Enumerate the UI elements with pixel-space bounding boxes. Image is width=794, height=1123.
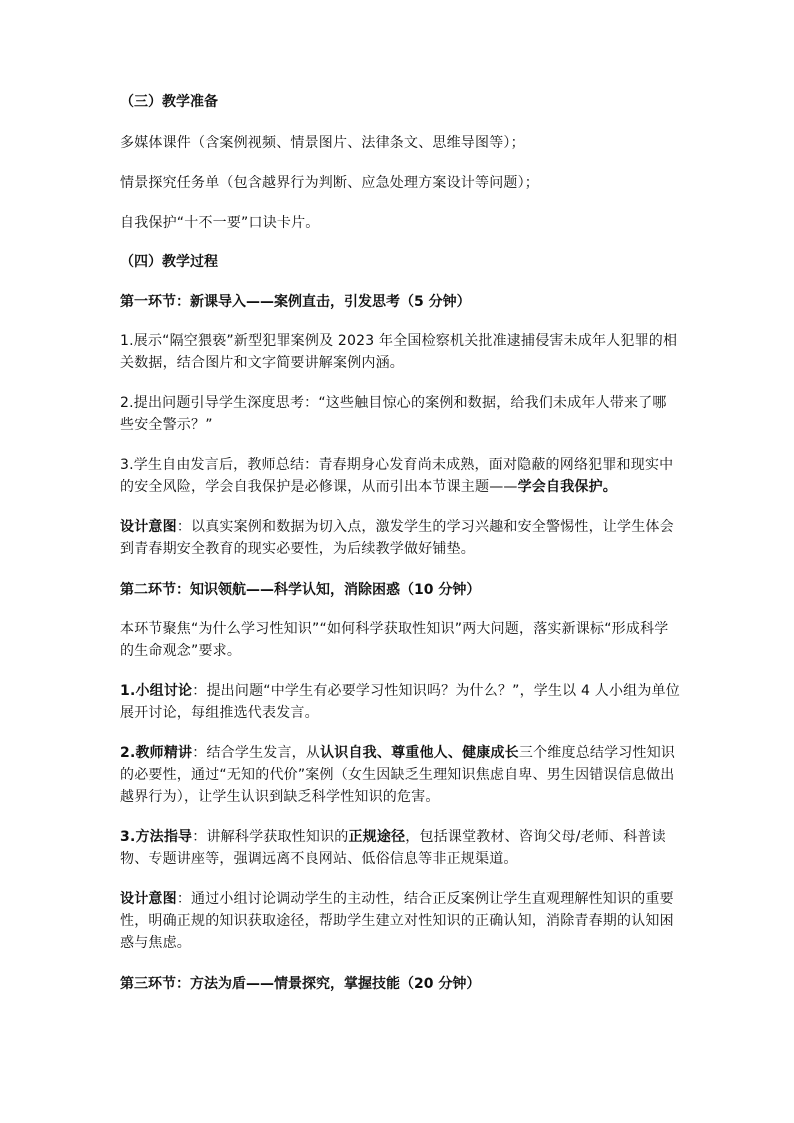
- stage2-intro: 本环节聚焦“为什么学习性知识”“如何科学获取性知识”两大问题，落实新课标“形成科学的生命观念”要求。: [120, 621, 669, 659]
- prep-item-courseware: 多媒体课件（含案例视频、情景图片、法律条文、思维导图等）；: [120, 135, 525, 151]
- stage2-p3-text-a: ：讲解科学获取性知识的: [192, 829, 349, 845]
- stage2-intent-text: ：通过小组讨论调动学生的主动性，结合正反案例让学生直观理解性知识的重要性，明确正规的知识获取途径，帮助学生建立对性知识的正确认知，消除青春期的认知困惑与焦虑。: [120, 891, 674, 951]
- prep-item-task-sheet: 情景探究任务单（包含越界行为判断、应急处理方案设计等问题）；: [120, 175, 539, 191]
- stage2-p1-label: 1.小组讨论: [120, 683, 193, 699]
- stage3-heading: 第三环节：方法为盾——情景探究，掌握技能（20 分钟）: [120, 976, 481, 992]
- stage2-p2-text-b: 三个维度总结学习性知识的必要性，通过“无知的代价”案例（女生因缺乏生理知识焦虑自卑、男生因错误信息做出越界行为），让学生认识到缺乏科学性知识的危害。: [120, 745, 676, 805]
- stage2-method-guide: [120, 826, 680, 870]
- stage2-p3-bold: 正规途径: [348, 829, 406, 845]
- stage2-heading: 第二环节：知识领航——科学认知，消除困惑（10 分钟）: [120, 582, 481, 598]
- stage1-design-intent: [120, 516, 680, 560]
- stage1-intent-label: 设计意图: [120, 519, 177, 535]
- stage1-paragraph-1: 1.展示“隔空猥亵”新型犯罪案例及 2023 年全国检察机关批准逮捕侵害未成年人犯罪的相关数据，结合图片和文字简要讲解案例内涵。: [120, 333, 678, 371]
- section-heading-preparation: （三）教学准备: [120, 94, 218, 110]
- stage2-p1-text: ：提出问题“中学生有必要学习性知识吗？为什么？”，学生以 4 人小组为单位展开讨论，每组推选代表发言。: [120, 683, 680, 721]
- stage2-p2-bold: 认识自我、尊重他人、健康成长: [320, 745, 519, 761]
- stage2-design-intent: [120, 888, 680, 954]
- stage2-group-discussion: [120, 680, 680, 724]
- stage1-topic-bold: 学会自我保护。: [517, 479, 618, 495]
- document-page: [120, 92, 680, 994]
- stage2-p3-text-b: ，包括课堂教材、咨询父母/老师、科普读物、专题讲座等，强调远离不良网站、低俗信息等非正规渠道。: [120, 829, 666, 867]
- stage2-intent-label: 设计意图: [120, 891, 177, 907]
- stage2-p2-label: 2.教师精讲: [120, 745, 193, 761]
- stage1-paragraph-3: [120, 454, 680, 498]
- stage1-paragraph-2: 2.提出问题引导学生深度思考：“这些触目惊心的案例和数据，给我们未成年人带来了哪些安全警示？”: [120, 395, 667, 433]
- prep-item-rhyme-card: 自我保护“十不一要”口诀卡片。: [120, 215, 320, 231]
- stage1-paragraph-3-text: 3.学生自由发言后，教师总结：青春期身心发育尚未成熟，面对隐蔽的网络犯罪和现实中的安全风险，学会自我保护是必修课，从而引出本节课主题——: [120, 457, 674, 495]
- stage2-p2-text-a: ：结合学生发言，从: [192, 745, 321, 761]
- stage2-teacher-lecture: [120, 742, 680, 808]
- stage1-heading: 第一环节：新课导入——案例直击，引发思考（5 分钟）: [120, 294, 471, 310]
- stage1-intent-text: ：以真实案例和数据为切入点，激发学生的学习兴趣和安全警惕性，让学生体会到青春期安全教育的现实必要性，为后续教学做好铺垫。: [120, 519, 674, 557]
- section-heading-process: （四）教学过程: [120, 254, 218, 270]
- stage2-p3-label: 3.方法指导: [120, 829, 193, 845]
